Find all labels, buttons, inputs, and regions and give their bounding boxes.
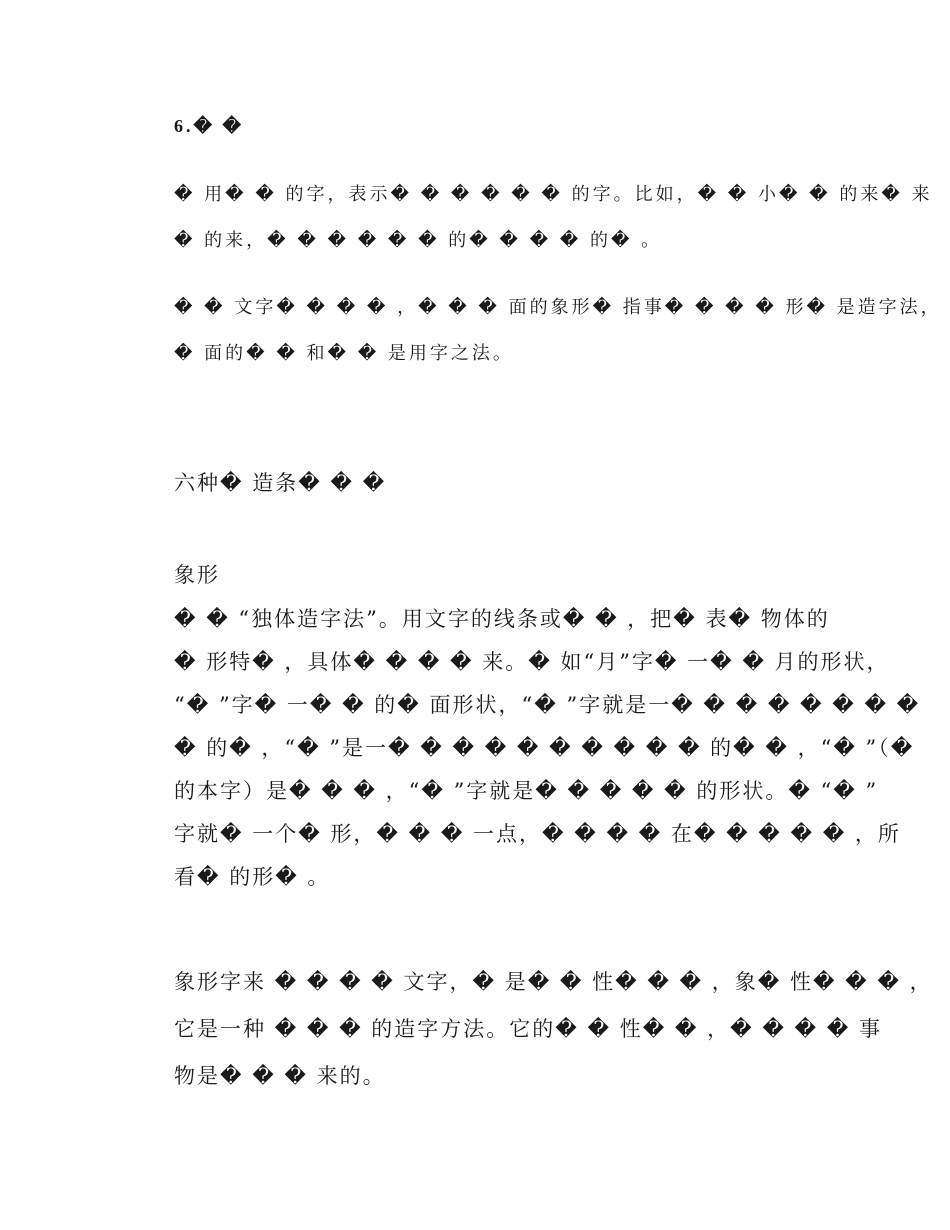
paragraph-line: � 面的� � 和� � 是用字之法。 — [174, 343, 514, 364]
paragraph-line: 的本字）是� � � ，“� ”字就是� � � � � 的形状。� “� ” — [174, 779, 879, 803]
paragraph-line: � � “独体造字法”。用文字的线条或� � ，把� 表� 物体的 — [174, 607, 830, 631]
paragraph-line: “� ”字� 一� � 的� 面形状，“� ”字就是一� � � � � � � � — [174, 693, 921, 717]
subsection-title: 象形 — [174, 563, 220, 587]
paragraph-line: 象形字来 � � � � 文字，� 是� � 性� � � ，象� 性� � � ， — [174, 970, 933, 994]
paragraph-line: 它是一种 � � � 的造字方法。它的� � 性� � ，� � � � 事 — [174, 1017, 882, 1041]
paragraph-line: 物是� � � 来的。 — [174, 1064, 386, 1088]
paragraph-line: � 的� ，“� ”是一� � � � � � � � � � 的� � ，“� ”（� — [174, 736, 915, 760]
section-heading: 6.� � — [174, 116, 244, 136]
paragraph-line: � 用� � 的字，表示� � � � � � 的字。比如，� � 小� � 的来� 来 — [174, 184, 933, 205]
paragraph-line: 看� 的形� 。 — [174, 865, 331, 889]
paragraph-line: � 的来，� � � � � � 的� � � � 的� 。 — [174, 230, 663, 251]
paragraph-line: � 形特� ，具体� � � � 来。� 如“月”字� 一� � 月的形状， — [174, 650, 890, 674]
paragraph-line: � � 文字� � � � ，� � � 面的象形� 指事� � � � 形� 是造字法， — [174, 297, 942, 318]
section-title: 六种� 造条� � � — [174, 471, 387, 495]
paragraph-line: 字就� 一个� 形，� � � 一点，� � � � 在� � � � � ，所 — [174, 822, 901, 846]
